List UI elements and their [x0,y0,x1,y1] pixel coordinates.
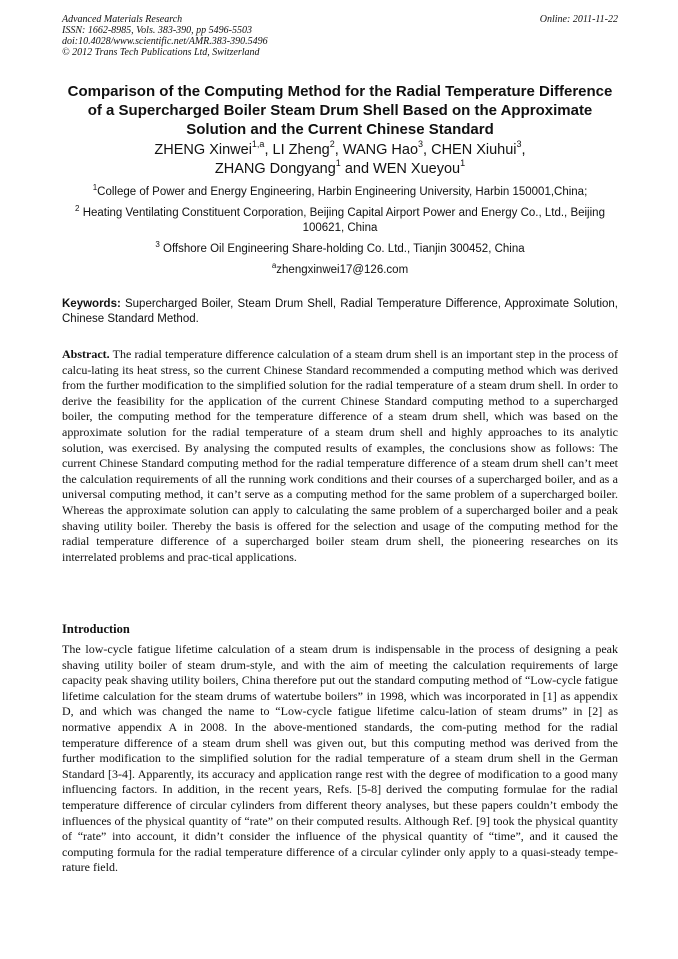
keywords-label: Keywords: [62,298,121,310]
abstract-text: The radial temperature difference calculation of a steam drum shell is an important step in the process of calcu-lating its heat stress, so the current Chinese Standard recommended a computing method which was derived from the further modification to the simplified solution for the radial temperature of a steam drum shell. In order to derive the feasibility for the application of the current Chinese Standard computing method to a supercharged boiler, the computing method for the temperature difference of a steam drum shell, which was based on the approximate solution for the radial temperature of a steam drum shell and highly approaches to its analytic solution, was exercised. By analysing the computed results of examples, the conclusions show as follows: The current Chinese Standard computing method for the radial temperature difference of a steam drum shell can’t meet the calculation requirements of all the running work conditions and their courses of a supercharged boiler, and as a universal computing method, it can’t serve as a computing method for the same problem of a supercharged boiler. Whereas the approximate solution can apply to calculating the same problem of a supercharged boiler and a peak shaving utility boiler. Thereby the basis is offered for the selection and usage of the computing method for the radial temperature difference of a supercharged boiler steam drum shell, the pioneering researches on its interrelated problems and prac-tical applications. [62,347,618,564]
affiliation-mark: 3 [155,240,160,250]
journal-copyright: © 2012 Trans Tech Publications Ltd, Switzerland [62,47,260,58]
email-address: zhengxinwei17@126.com [276,264,409,276]
affiliation-text: Offshore Oil Engineering Share-holding Co. Ltd., Tianjin 300452, China [163,243,525,255]
author-name: ZHENG Xinwei [154,142,252,158]
abstract-block [62,347,618,565]
author-affiliation-mark: 1 [335,158,341,169]
affiliation-mark: 2 [75,204,80,214]
author-name: WEN Xueyou [373,161,461,177]
online-date: Online: 2011-11-22 [539,14,618,25]
abstract-label: Abstract. [62,347,110,361]
author-name: LI Zheng [272,142,330,158]
author-affiliation-mark: 3 [516,139,522,150]
journal-header [62,14,618,58]
keywords-block [62,297,618,327]
affiliation-2 [62,206,618,236]
author-name: ZHANG Dongyang [214,161,336,177]
journal-name: Advanced Materials Research [62,14,183,25]
author-affiliation-mark: 3 [418,139,424,150]
affiliation-3 [62,242,618,257]
author-name: WANG Hao [342,142,419,158]
author-list: ZHENG Xinwei$^{1,a}$, LI Zheng$^2$, WANG Hao$^3$, CHEN Xiuhui$^3$, ZHANG Dongyang$^1$ and WEN Xueyou$^1$ [154,139,526,177]
affiliation-mark: 1 [92,183,98,193]
author-name: CHEN Xiuhui [431,142,517,158]
keywords-text: Supercharged Boiler, Steam Drum Shell, Radial Temperature Difference, Approximate Solution, Chinese Standard Method. [62,298,618,325]
journal-doi: doi:10.4028/www.scientific.net/AMR.383-390.5496 [62,36,268,47]
email-mark: a [271,261,277,271]
author-affiliation-mark: 1 [460,158,466,169]
paper-title: Comparison of the Computing Method for the Radial Temperature Difference of a Supercharged Boiler Steam Drum Shell Based on the Approximate Solution and the Current Chinese Standard [67,83,613,138]
introduction-heading: Introduction [62,622,130,636]
email-line [62,263,618,278]
affiliation-text: Heating Ventilating Constituent Corporation, Beijing Capital Airport Power and Energy Co., Ltd., Beijing 100621, China [82,207,605,234]
affiliation-1 [62,185,618,200]
author-affiliation-mark: 1,a [251,139,265,150]
author-and: and [344,161,370,177]
affiliation-text: College of Power and Energy Engineering, Harbin Engineering University, Harbin 150001,China; [97,186,588,198]
author-affiliation-mark: 2 [329,139,335,150]
introduction-paragraph: The low-cycle fatigue lifetime calculation of a steam drum is indispensable in the process of designing a peak shaving utility boiler of steam drum-style, and with the aim of meeting the calculation requirements of large capacity peak shaving utility boilers, China therefore put out the standard computing method of “Low-cycle fatigue lifetime calculation for the steam drums of watertube boilers” in 1998, which was incorporated in [1] as appendix D, and which was changed the name to “Low-cycle fatigue lifetime calcu-lation of steam drums” in [2] as normative appendix A in 2008. In the above-mentioned standards, the com-puting method for the radial temperature difference of a steam drum shell was given out, but this computing method was derived from the further modification to the simplified solution for the radial temperature of a steam drum shell in the German Standard [3-4]. Apparently, its accuracy and application range rest with the degree of modification to a good many influencing factors. In addition, in the recent years, Refs. [5-8] derived the computing formulae for the radial temperature difference of circular cylinders from different theory analyses, but these papers couldn’t embody the influences of the physical quantity of “rate” on their computed results. Although Ref. [9] took the physical quantity of “rate” into account, it didn’t consider the influence of the physical quantity of “time”, and it caused the computing formula for the radial temperature difference of a circular cylinder only apply to a quasi-steady tempe-rature field. [62,642,618,875]
journal-issn: ISSN: 1662-8985, Vols. 383-390, pp 5496-5503 [62,25,252,36]
